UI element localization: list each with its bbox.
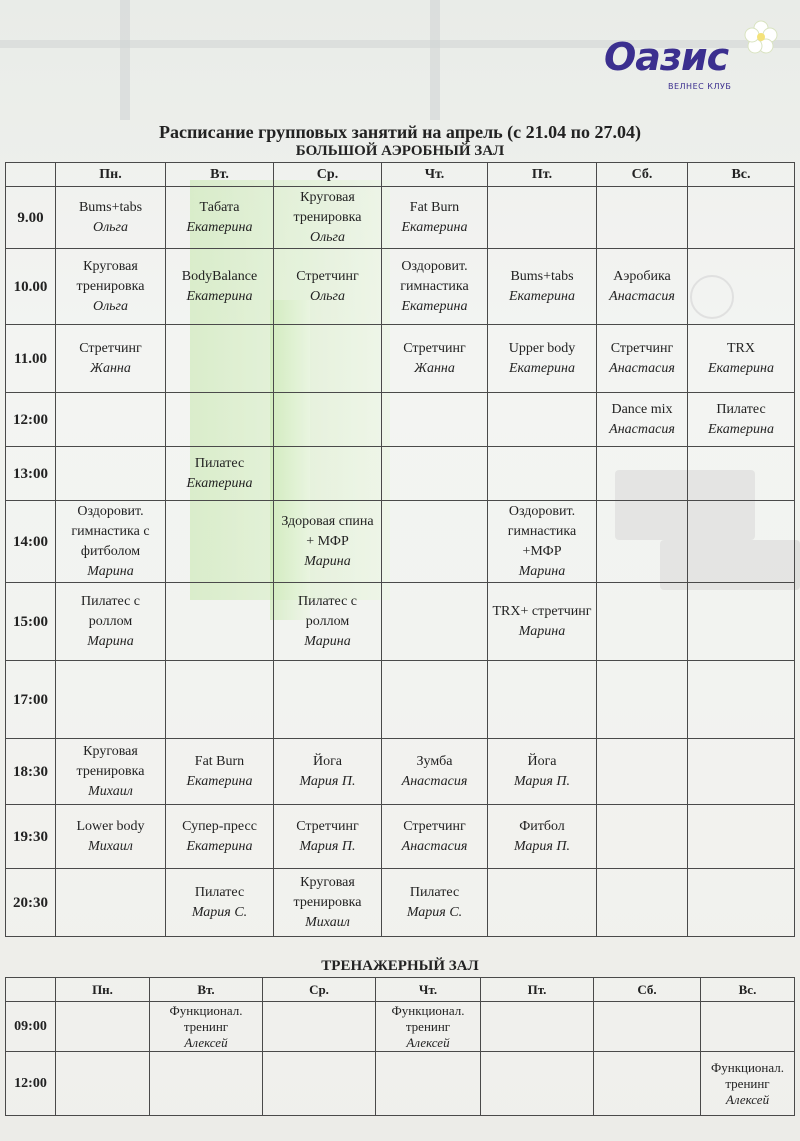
class-name: Здоровая спина + МФР [281,513,374,549]
trainer-name: Марина [87,633,134,649]
trainer-name: Алексей [725,1091,770,1107]
class-cell [263,1002,376,1052]
class-name: Bums+tabs [510,268,574,284]
class-cell [688,805,795,869]
class-cell [488,501,597,583]
time-cell: 13:00 [6,447,56,501]
class-name: Пилатес с роллом [297,593,358,629]
class-cell [597,249,688,325]
table-row [6,661,795,739]
table-row [6,1002,795,1052]
class-cell [274,501,382,583]
class-cell [382,583,488,661]
class-name: Стретчинг [79,340,142,356]
class-cell [166,805,274,869]
time-cell: 17:00 [6,661,56,739]
class-name: Пилатес с роллом [80,593,141,629]
class-name: Bums+tabs [78,199,143,215]
time-cell: 10.00 [6,249,56,325]
table-row [6,447,795,501]
table-row [6,739,795,805]
class-cell [488,325,597,393]
class-cell [166,869,274,937]
day-header: Вс. [688,163,795,187]
class-cell [56,805,166,869]
class-cell [56,583,166,661]
class-name: Стретчинг [296,268,359,284]
class-cell [594,1002,701,1052]
class-name: Супер-пресс [182,818,257,834]
trainer-name: Михаил [305,914,350,930]
class-name: Функционал. тренинг [391,1002,465,1034]
class-name: Фитбол [519,818,565,834]
day-header: Вт. [150,978,263,1002]
class-cell [688,869,795,937]
class-name: Оздоровит. гимнастика [400,258,469,294]
table-row [6,187,795,249]
class-name: Функционал. тренинг [710,1059,785,1091]
class-cell [376,1052,481,1116]
day-header: Сб. [597,163,688,187]
class-cell [597,447,688,501]
class-cell [56,739,166,805]
trainer-name: Алексей [184,1034,228,1050]
class-cell [688,447,795,501]
class-cell [274,583,382,661]
class-cell [166,739,274,805]
class-cell [382,739,488,805]
trainer-name: Екатерина [401,298,468,314]
class-name: Пилатес [409,884,460,900]
trainer-name: Екатерина [707,360,775,376]
class-name: Стретчинг [610,340,674,356]
flower-icon [744,20,778,54]
class-cell [382,393,488,447]
time-cell: 15:00 [6,583,56,661]
table-header-row [6,163,795,187]
class-cell [488,393,597,447]
trainer-name: Анастасия [609,288,675,304]
day-header: Чт. [376,978,481,1002]
table-row [6,1052,795,1116]
class-cell [56,325,166,393]
class-cell [597,501,688,583]
trainer-name: Жанна [414,360,455,376]
day-header: Вт. [166,163,274,187]
class-name: Dance mix [611,401,673,417]
trainer-name: Екатерина [186,475,253,491]
class-cell [274,805,382,869]
trainer-name: Мария П. [513,773,571,789]
class-name: Йога [527,753,557,769]
class-cell [274,447,382,501]
day-header: Пт. [481,978,594,1002]
class-cell [481,1002,594,1052]
class-cell [56,1052,150,1116]
class-cell [382,805,488,869]
gym-hall-title: ТРЕНАЖЕРНЫЙ ЗАЛ [321,958,479,974]
class-cell [382,501,488,583]
class-name: Зумба [416,753,453,769]
trainer-name: Ольга [309,229,346,245]
trainer-name: Ольга [309,288,346,304]
class-cell [597,805,688,869]
trainer-name: Анастасия [609,421,675,437]
class-cell [481,1052,594,1116]
trainer-name: Марина [304,553,351,569]
class-cell [488,187,597,249]
class-cell [382,325,488,393]
table-row [6,393,795,447]
class-cell [56,869,166,937]
class-cell [263,1052,376,1116]
class-cell [274,661,382,739]
day-header: Ср. [263,978,376,1002]
class-name: Пилатес [194,455,245,471]
aerobic-hall-table [5,162,795,937]
class-cell [166,393,274,447]
class-name: Стретчинг [296,818,359,834]
class-name: Круговая тренировка [293,189,362,225]
class-cell [382,661,488,739]
class-cell [594,1052,701,1116]
class-cell [56,1002,150,1052]
class-cell [597,739,688,805]
class-cell [597,325,688,393]
class-cell [688,325,795,393]
day-header: Пт. [488,163,597,187]
class-cell [488,249,597,325]
class-cell [166,447,274,501]
trainer-name: Михаил [88,838,133,854]
trainer-name: Марина [304,633,351,649]
trainer-name: Анастасия [401,838,468,854]
class-name: Круговая тренировка [76,743,145,779]
brand-logo [596,18,776,98]
class-cell [166,249,274,325]
class-name: TRX+ стретчинг [492,603,592,619]
class-cell [382,187,488,249]
trainer-name: Мария П. [513,838,571,854]
class-cell [488,661,597,739]
time-cell: 12:00 [6,393,56,447]
class-cell [597,661,688,739]
class-cell [688,739,795,805]
class-cell [376,1002,481,1052]
class-name: Пилатес [716,401,766,417]
class-name: TRX [727,340,755,356]
schedule-title: Расписание групповых занятий на апрель (с 21.04 по 27.04) [158,122,642,142]
class-name: Аэробика [613,268,671,284]
class-name: Функционал. тренинг [169,1002,243,1034]
class-cell [382,447,488,501]
trainer-name: Михаил [88,783,133,799]
class-cell [274,187,382,249]
trainer-name: Жанна [90,360,131,376]
class-cell [488,869,597,937]
class-cell [688,583,795,661]
time-cell: 12:00 [6,1052,56,1116]
brand-name: Оазис [604,35,729,79]
trainer-name: Мария П. [299,773,356,789]
class-name: Круговая тренировка [293,874,362,910]
trainer-name: Мария С. [406,904,463,920]
class-cell [56,661,166,739]
time-cell: 09:00 [6,1002,56,1052]
class-name: Пилатес [194,884,245,900]
class-cell [56,249,166,325]
class-name: Стретчинг [403,818,466,834]
class-cell [488,739,597,805]
trainer-name: Анастасия [401,773,468,789]
day-header: Сб. [594,978,701,1002]
class-cell [56,501,166,583]
time-cell: 9.00 [6,187,56,249]
gym-hall-table [5,977,795,1116]
class-cell [597,187,688,249]
class-cell [597,583,688,661]
class-cell [56,187,166,249]
class-name: Табата [199,199,240,215]
class-cell [382,869,488,937]
class-cell [688,501,795,583]
class-cell [166,583,274,661]
table-row [6,249,795,325]
day-header: Ср. [274,163,382,187]
trainer-name: Ольга [92,298,129,314]
table-row [6,869,795,937]
class-cell [488,805,597,869]
class-name: Fat Burn [194,753,245,769]
brand-subtitle: ВЕЛНЕС КЛУБ [668,82,732,91]
class-cell [166,661,274,739]
trainer-name: Екатерина [707,421,775,437]
class-cell [150,1052,263,1116]
class-cell [166,187,274,249]
trainer-name: Марина [87,563,134,579]
time-cell: 20:30 [6,869,56,937]
class-name: Йога [312,753,343,769]
day-header: Пн. [56,163,166,187]
class-cell [274,869,382,937]
class-cell [688,661,795,739]
trainer-name: Екатерина [508,288,576,304]
class-cell [150,1002,263,1052]
class-cell [56,393,166,447]
class-name: Upper body [508,340,576,356]
aerobic-hall-title: БОЛЬШОЙ АЭРОБНЫЙ ЗАЛ [295,143,505,159]
day-header: Пн. [56,978,150,1002]
trainer-name: Алексей [406,1034,450,1050]
class-cell [382,249,488,325]
time-header-cell [6,163,56,187]
time-cell: 14:00 [6,501,56,583]
day-header: Вс. [701,978,795,1002]
time-cell: 18:30 [6,739,56,805]
table-header-row [6,978,795,1002]
trainer-name: Мария П. [299,838,356,854]
trainer-name: Анастасия [609,360,675,376]
class-name: Оздоровит. гимнастика с фитболом [71,503,150,559]
class-name: BodyBalance [181,268,258,284]
class-cell [488,447,597,501]
class-cell [597,393,688,447]
time-header-cell [6,978,56,1002]
class-name: Оздоровит. гимнастика +МФР [507,503,577,559]
table-row [6,583,795,661]
class-cell [597,869,688,937]
class-cell [274,739,382,805]
trainer-name: Екатерина [186,773,253,789]
class-cell [488,583,597,661]
class-name: Круговая тренировка [76,258,145,294]
time-cell: 19:30 [6,805,56,869]
class-cell [274,393,382,447]
class-cell [274,249,382,325]
trainer-name: Екатерина [508,360,576,376]
class-cell [701,1052,795,1116]
class-cell [688,187,795,249]
time-cell: 11.00 [6,325,56,393]
class-cell [56,447,166,501]
table-row [6,501,795,583]
trainer-name: Ольга [92,219,129,235]
table-row [6,325,795,393]
class-cell [166,501,274,583]
trainer-name: Екатерина [401,219,468,235]
class-name: Lower body [76,818,145,834]
trainer-name: Екатерина [186,838,253,854]
class-name: Стретчинг [403,340,466,356]
trainer-name: Екатерина [186,219,253,235]
class-cell [688,249,795,325]
class-cell [688,393,795,447]
class-cell [166,325,274,393]
day-header: Чт. [382,163,488,187]
trainer-name: Екатерина [186,288,253,304]
trainer-name: Марина [518,563,566,579]
class-name: Fat Burn [409,199,460,215]
class-cell [701,1002,795,1052]
trainer-name: Марина [518,623,566,639]
class-cell [274,325,382,393]
trainer-name: Мария С. [191,904,248,920]
table-row [6,805,795,869]
